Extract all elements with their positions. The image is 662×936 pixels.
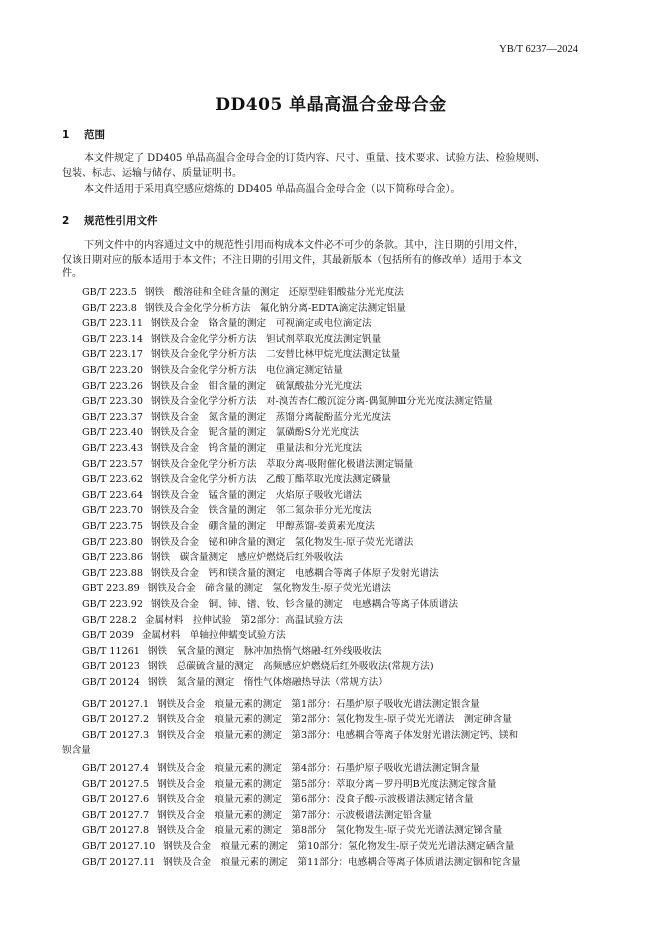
reference-item [82, 549, 343, 563]
reference-standard-number: GB/T 20127.2 [82, 714, 150, 726]
reference-title: 钢铁 氧含量的测定 脉冲加热惰气熔融-红外线吸收法 [147, 645, 382, 657]
reference-item [82, 502, 372, 516]
reference-title: 钢铁及合金 铜、铈、镨、钕、钐含量的测定 电感耦合等离子体质谱法 [150, 599, 458, 610]
reference-item [82, 854, 521, 868]
reference-standard-number: GB/T 20127.4 [82, 763, 150, 774]
reference-standard-number: GB/T 223.80 [82, 536, 143, 548]
reference-item [82, 456, 413, 470]
reference-standard-number: GB/T 11261 [82, 645, 140, 657]
references-intro [62, 238, 602, 281]
reference-standard-number: GB/T 20127.10 [82, 841, 156, 852]
reference-title: 钢铁及合金 痕量元素的测定 第5部分：萃取分离－罗丹明B光度法测定镓含量 [157, 778, 497, 790]
references-intro-line-3: 件。 [62, 268, 82, 279]
reference-title: 钢铁及合金 痕量元素的测定 第1部分：石墨炉原子吸收光谱法测定银含量 [157, 698, 480, 710]
reference-item [82, 471, 391, 485]
reference-standard-number: GB/T 223.40 [82, 427, 143, 439]
reference-item [82, 424, 359, 438]
reference-standard-number: GB/T 20127.11 [82, 856, 156, 868]
reference-title: 钢铁及合金化学分析方法 钽试剂萃取光度法测定钒量 [150, 333, 382, 345]
reference-item [82, 315, 372, 329]
reference-title: 钢铁及合金 痕量元素的测定 第7部分：示波极谱法测定铅含量 [157, 809, 432, 821]
reference-item [82, 696, 480, 710]
reference-standard-number: GB/T 223.11 [82, 318, 143, 330]
reference-title: 钢铁及合金化学分析方法 乙酸丁酯萃取光度法测定磷量 [150, 474, 391, 486]
reference-title: 钢铁及合金 痕量元素的测定 第11部分：电感耦合等离子体质谱法测定铟和铊含量 [163, 856, 521, 868]
reference-item [82, 760, 480, 774]
reference-standard-number: GB/T 223.75 [82, 521, 143, 532]
reference-item [82, 822, 502, 836]
reference-item [82, 284, 404, 298]
reference-title: 钢铁及合金 痕量元素的测定 第4部分：石墨炉原子吸收光谱法测定铜含量 [157, 763, 480, 774]
reference-standard-number: GBT 223.89 [82, 583, 140, 595]
reference-title: 钢铁及合金 铋和砷含量的测定 氢化物发生-原子荧光光谱法 [150, 536, 414, 548]
reference-item [82, 674, 388, 688]
scope-paragraph-1-line-2: 包装、标志、运输与储存、质量证明书。 [62, 168, 242, 179]
reference-standard-number: GB/T 223.26 [82, 380, 143, 392]
reference-standard-number: GB/T 20127.6 [82, 794, 150, 806]
references-intro-line-2: 仅该日期对应的版本适用于本文件；不注日期的引用文件，其最新版本（包括所有的修改单）适用于本文 [62, 255, 522, 266]
reference-title: 钢铁及合金 钨含量的测定 重量法和分光光度法 [150, 443, 363, 454]
reference-title: 钢铁及合金化学分析方法 二安替比林甲烷光度法测定钛量 [150, 349, 401, 361]
reference-title: 钢铁及合金化学分析方法 萃取分离-吸附催化极谱法测定镉量 [150, 458, 414, 470]
reference-item [82, 776, 496, 790]
section-1-title: 范围 [84, 129, 105, 141]
reference-title: 钢铁及合金 硼含量的测定 甲醇蒸馏-姜黄素光度法 [150, 521, 375, 532]
reference-standard-number: GB/T 20127.1 [82, 698, 150, 710]
reference-title: 钢铁及合金 痕量元素的测定 第2部分：氢化物发生-原子荧光光谱法 测定砷含量 [157, 714, 512, 726]
reference-standard-number: GB/T 223.8 [82, 302, 137, 314]
reference-title-continuation: 钡含量 [62, 745, 91, 757]
scope-paragraph-1 [62, 151, 602, 181]
reference-item [82, 711, 512, 725]
reference-title: 钢铁及合金 痕量元素的测定 第3部分：电感耦合等离子体发射光谱法测定钙、镁和 [157, 729, 519, 741]
reference-title: 钢铁及合金 钼含量的测定 硫氰酸盐分光光度法 [150, 380, 363, 392]
reference-item [82, 378, 362, 392]
reference-standard-number: GB/T 223.14 [82, 333, 143, 345]
reference-item [82, 658, 434, 672]
reference-standard-number: GB/T 223.64 [82, 489, 143, 501]
reference-title: 钢铁及合金 痕量元素的测定 第6部分：没食子酸-示波极谱法测定锗含量 [157, 794, 474, 806]
reference-title: 钢铁及合金 痕量元素的测定 第10部分：氢化物发生-原子荧光光谱法测定硒含量 [163, 841, 515, 852]
reference-standard-number: GB/T 223.88 [82, 567, 143, 579]
scope-paragraph-2: 本文件适用于采用真空感应熔炼的 DD405 单晶高温合金母合金（以下简称母合金）。 [84, 184, 461, 195]
reference-item [82, 393, 493, 407]
reference-title: 钢铁及合金 碲含量的测定 氢化物发生-原子荧光光谱法 [147, 583, 391, 595]
reference-item [82, 300, 406, 314]
reference-item [82, 534, 413, 548]
reference-standard-number: GB/T 20124 [82, 677, 140, 688]
reference-standard-number: GB/T 2039 [82, 630, 134, 642]
reference-item [82, 346, 400, 360]
reference-standard-number: GB/T 223.86 [82, 552, 143, 564]
reference-standard-number: GB/T 223.20 [82, 365, 143, 376]
reference-standard-number: GB/T 223.92 [82, 599, 143, 610]
reference-title: 钢铁及合金化学分析方法 对-溴苦杏仁酸沉淀分离-偶氮胂Ⅲ分光光度法测定锆量 [150, 396, 493, 408]
reference-item [82, 596, 458, 610]
reference-standard-number: GB/T 223.57 [82, 458, 143, 470]
reference-item [82, 627, 286, 641]
reference-standard-number: GB/T 223.70 [82, 505, 143, 517]
scope-paragraph-1-line-1: 本文件规定了 DD405 单晶高温合金母合金的订货内容、尺寸、重量、技术要求、试验方法、检验规则、 [84, 153, 546, 164]
page-title: DD405 单晶高温合金母合金 [215, 95, 447, 115]
reference-title: 钢铁及合金 锰含量的测定 火焰原子吸收光谱法 [150, 489, 363, 501]
reference-item [82, 487, 362, 501]
reference-standard-number: GB/T 20127.7 [82, 809, 150, 821]
reference-title: 钢铁及合金 铌含量的测定 氯磺酚S分光光度法 [150, 427, 360, 439]
reference-item [82, 643, 381, 657]
section-2-heading [62, 213, 158, 228]
reference-item [82, 409, 391, 423]
document-code: YB/T 6237—2024 [499, 44, 578, 55]
reference-title: 钢铁及合金 痕量元素的测定 第8部分 氢化物发生-原子荧光光谱法测定锑含量 [157, 825, 503, 837]
reference-title: 钢铁及合金 氮含量的测定 蒸馏分离靛酚蓝分光光度法 [150, 411, 391, 423]
reference-standard-number: GB/T 20127.8 [82, 825, 150, 837]
reference-standard-number: GB/T 20123 [82, 661, 140, 673]
reference-title: 钢铁及合金 铬含量的测定 可视滴定或电位滴定法 [150, 318, 372, 330]
reference-title: 钢铁及合金 铁含量的测定 邻二氮杂菲分光光度法 [150, 505, 372, 517]
reference-title: 钢铁及合金化学分析方法 氟化钠分离-EDTA滴定法测定铝量 [144, 302, 406, 314]
reference-title: 金属材料 单轴拉伸蠕变试验方法 [141, 630, 286, 642]
reference-standard-number: GB/T 223.43 [82, 443, 143, 454]
reference-standard-number: GB/T 223.17 [82, 349, 143, 361]
reference-standard-number: GB/T 228.2 [82, 614, 137, 626]
reference-item [82, 362, 343, 376]
section-2-number: 2 [62, 215, 70, 227]
reference-title: 钢铁及合金 钙和镁含量的测定 电感耦合等离子体原子发射光谱法 [150, 567, 439, 579]
reference-item [82, 612, 343, 626]
references-intro-line-1: 下列文件中的内容通过文中的规范性引用而构成本文件必不可少的条款。其中，注日期的引用文件， [84, 240, 524, 251]
reference-standard-number: GB/T 223.30 [82, 396, 143, 408]
reference-title: 钢铁 氮含量的测定 惰性气体熔融热导法（常规方法） [147, 677, 388, 688]
section-1-heading [62, 127, 105, 142]
reference-item [82, 440, 362, 454]
reference-standard-number: GB/T 223.37 [82, 411, 143, 423]
reference-item [82, 791, 473, 805]
reference-item [82, 727, 518, 741]
section-1-number: 1 [62, 129, 70, 141]
reference-title: 钢铁 碳含量测定 感应炉燃烧后红外吸收法 [150, 552, 343, 564]
reference-item [82, 838, 514, 852]
reference-item [82, 331, 381, 345]
section-2-title: 规范性引用文件 [84, 215, 158, 227]
reference-item [82, 565, 439, 579]
reference-item [82, 580, 391, 594]
reference-standard-number: GB/T 223.62 [82, 474, 143, 486]
reference-title: 钢铁 酸溶硅和全硅含量的测定 还原型硅钼酸盐分光光度法 [144, 287, 404, 298]
reference-title: 钢铁 总碳硫含量的测定 高频感应炉燃烧后红外吸收法(常规方法) [147, 661, 434, 673]
reference-item [82, 518, 375, 532]
reference-item [82, 807, 432, 821]
reference-title: 金属材料 拉伸试验 第2部分：高温试验方法 [144, 614, 343, 626]
reference-title: 钢铁及合金化学分析方法 电位滴定测定钴量 [150, 365, 343, 376]
reference-standard-number: GB/T 20127.5 [82, 778, 150, 790]
reference-standard-number: GB/T 20127.3 [82, 729, 150, 741]
reference-standard-number: GB/T 223.5 [82, 287, 137, 298]
